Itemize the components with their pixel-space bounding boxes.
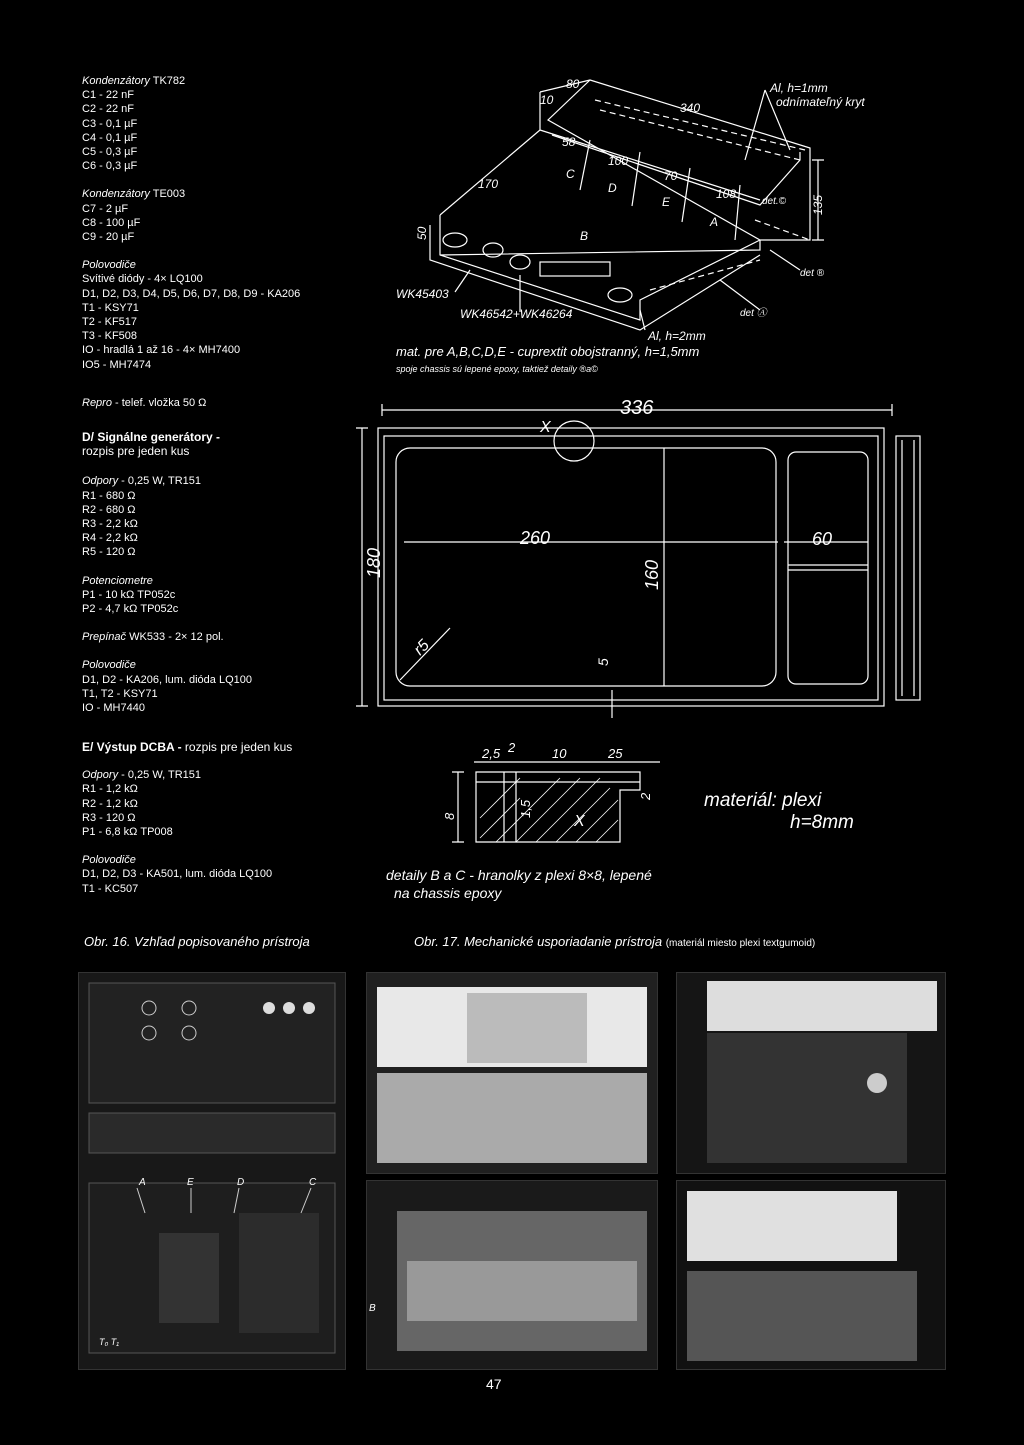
detail-note-2: na chassis epoxy bbox=[394, 885, 502, 901]
list-item: Svítivé diódy - 4× LQ100 bbox=[82, 273, 203, 286]
material-note: mat. pre A,B,C,D,E - cuprextit obojstranný, h=1,5mm bbox=[396, 344, 700, 359]
list-item: C3 - 0,1 µF bbox=[82, 117, 138, 130]
list-item: T1 - KSY71 bbox=[82, 301, 139, 314]
svg-text:180: 180 bbox=[364, 547, 384, 578]
detail-note: detaily B a C - hranolky z plexi 8×8, lepené bbox=[386, 867, 652, 883]
svg-text:8: 8 bbox=[442, 812, 457, 820]
list-item: T3 - KF508 bbox=[82, 330, 138, 343]
photo-sketch bbox=[79, 973, 345, 1369]
repro-line: Repro - telef. vložka 50 Ω bbox=[82, 397, 207, 409]
svg-text:336: 336 bbox=[620, 397, 654, 419]
svg-text:260: 260 bbox=[520, 528, 551, 548]
list-item: P1 - 10 kΩ TP052c bbox=[82, 588, 176, 601]
list-item: P2 - 4,7 kΩ TP052c bbox=[82, 603, 179, 616]
section-e: E/ Výstup DCBA - rozpis pre jeden kus Odpory - 0,25 W, TR151 R1 - 1,2 kΩ R2 - 1,2 kΩ R3 - 120 Ω P1 - 6,8 kΩ TP008 Polovodiče D1, D2, D3 - KA501, lum. dióda LQ100 T1 - KC507 bbox=[82, 740, 293, 895]
section-d-title: D/ Signálne generátory - bbox=[82, 430, 221, 444]
photo-device-open bbox=[676, 1180, 946, 1370]
svg-text:25: 25 bbox=[608, 746, 623, 761]
list-item: R3 - 120 Ω bbox=[82, 811, 136, 824]
svg-text:135: 135 bbox=[811, 194, 825, 215]
svg-text:80: 80 bbox=[566, 77, 580, 91]
list-item: T1 - KC507 bbox=[82, 882, 139, 895]
svg-text:1,5: 1,5 bbox=[518, 799, 533, 818]
svg-text:WK46542+WK46264: WK46542+WK46264 bbox=[460, 307, 573, 321]
svg-text:2: 2 bbox=[638, 792, 653, 800]
photo-device-front bbox=[366, 972, 658, 1174]
list-item: IO - MH7440 bbox=[82, 702, 145, 715]
list-item: C1 - 22 nF bbox=[82, 89, 134, 102]
svg-text:T₀ T₁: T₀ T₁ bbox=[99, 1337, 120, 1347]
list-item: R3 - 2,2 kΩ bbox=[82, 518, 138, 531]
svg-text:60: 60 bbox=[812, 529, 833, 549]
svg-text:2: 2 bbox=[508, 740, 516, 755]
svg-text:D: D bbox=[237, 1177, 245, 1188]
svg-text:70: 70 bbox=[664, 169, 678, 183]
list-item: C7 - 2 µF bbox=[82, 202, 129, 215]
semi-heading: Polovodiče bbox=[82, 259, 136, 272]
top-view bbox=[356, 404, 920, 718]
material-label: materiál: plexi bbox=[704, 790, 822, 811]
list-item: IO - hradlá 1 až 16 - 4× MH7400 bbox=[82, 344, 241, 357]
svg-text:340: 340 bbox=[680, 101, 701, 115]
cond2-heading: Kondenzátory bbox=[82, 188, 150, 201]
svg-text:160: 160 bbox=[642, 559, 662, 590]
svg-text:10: 10 bbox=[540, 93, 554, 107]
photo-device-angled bbox=[676, 972, 946, 1174]
svg-text:Al, h=2mm: Al, h=2mm bbox=[648, 329, 706, 343]
page-number: 47 bbox=[486, 1376, 502, 1392]
svg-text:10: 10 bbox=[552, 746, 567, 761]
svg-text:odnímateľný kryt: odnímateľný kryt bbox=[776, 95, 865, 109]
svg-text:58: 58 bbox=[562, 135, 576, 149]
svg-text:2,5: 2,5 bbox=[482, 746, 501, 761]
svg-text:WK45403: WK45403 bbox=[396, 287, 449, 301]
list-item: C9 - 20 µF bbox=[82, 231, 135, 244]
svg-text:5: 5 bbox=[595, 658, 611, 666]
epoxy-note: spoje chassis sú lepené epoxy, taktiež detaily ®a© bbox=[396, 364, 598, 374]
section-e-title: E/ Výstup DCBA - bbox=[82, 740, 182, 754]
svg-text:B: B bbox=[580, 229, 589, 243]
list-item: T2 - KF517 bbox=[82, 316, 138, 329]
hatch bbox=[480, 778, 618, 842]
svg-text:D: D bbox=[608, 181, 617, 195]
cond1-heading: Kondenzátory bbox=[82, 75, 150, 87]
list-item: D1, D2 - KA206, lum. dióda LQ100 bbox=[82, 673, 252, 686]
svg-text:B: B bbox=[369, 1303, 376, 1314]
svg-text:A: A bbox=[710, 215, 719, 229]
svg-text:A: A bbox=[139, 1177, 146, 1188]
list-item: D1, D2, D3, D4, D5, D6, D7, D8, D9 - KA206 bbox=[82, 287, 301, 300]
parts-list-1: Kondenzátory TK782 C1 - 22 nF C2 - 22 nF C3 - 0,1 µF C4 - 0,1 µF C5 - 0,3 µF C6 - 0,3 µF Kondenzátory TE003 C7 - 2 µF C8 - 100 µF C9 - 20 µF Polovodiče Svítivé diódy - 4× LQ100 D1, D2, D3, D4, D5, D6, D7, D8, D9 - KA206 T1 - KSY71 T2 - KF517 T3 - KF508 IO - hradlá 1 až 16 - 4× MH7400 IO5 - MH7474 bbox=[82, 75, 301, 371]
photo-boards bbox=[366, 1180, 658, 1370]
list-item: T1, T2 - KSY71 bbox=[82, 687, 158, 700]
svg-text:X: X bbox=[574, 813, 585, 830]
list-item: D1, D2, D3 - KA501, lum. dióda LQ100 bbox=[82, 868, 273, 881]
svg-text:108: 108 bbox=[716, 187, 737, 201]
section-d: D/ Signálne generátory - rozpis pre jeden kus Odpory - 0,25 W, TR151 R1 - 680 Ω R2 - 680 Ω R3 - 2,2 kΩ R4 - 2,2 kΩ R5 - 120 Ω Potenciometre P1 - 10 kΩ TP052c P2 - 4,7 kΩ TP052c Prepínač WK533 - 2× 12 pol. Polovodiče D1, D2 - KA206, lum. dióda LQ100 T1, T2 - KSY71 IO - MH7440 bbox=[82, 430, 252, 715]
list-item: C6 - 0,3 µF bbox=[82, 160, 138, 173]
svg-text:E: E bbox=[662, 195, 671, 209]
list-item: R1 - 1,2 kΩ bbox=[82, 783, 138, 796]
list-item: IO5 - MH7474 bbox=[82, 358, 152, 371]
svg-text:50: 50 bbox=[415, 226, 429, 240]
list-item: C4 - 0,1 µF bbox=[82, 131, 138, 144]
list-item: C8 - 100 µF bbox=[82, 216, 141, 229]
svg-text:Al, h=1mm: Al, h=1mm bbox=[770, 81, 828, 95]
svg-text:E: E bbox=[187, 1177, 194, 1188]
svg-text:C: C bbox=[566, 167, 575, 181]
list-item: R5 - 120 Ω bbox=[82, 546, 136, 559]
list-item: R1 - 680 Ω bbox=[82, 489, 136, 502]
list-item: R2 - 680 Ω bbox=[82, 503, 136, 516]
svg-text:r5: r5 bbox=[410, 636, 433, 659]
material-thickness: h=8mm bbox=[790, 812, 854, 833]
top-view-labels bbox=[364, 397, 832, 666]
svg-text:C: C bbox=[309, 1177, 317, 1188]
svg-text:170: 170 bbox=[478, 177, 499, 191]
list-item: C2 - 22 nF bbox=[82, 103, 134, 116]
photo-device-interior bbox=[78, 972, 346, 1370]
profile-labels bbox=[442, 740, 653, 830]
svg-text:det Ⓐ: det Ⓐ bbox=[740, 308, 767, 319]
svg-text:X: X bbox=[540, 419, 551, 436]
fig16-caption: Obr. 16. Vzhľad popisovaného prístroja bbox=[84, 934, 310, 949]
svg-text:det ®: det ® bbox=[800, 268, 825, 279]
list-item: C5 - 0,3 µF bbox=[82, 146, 138, 159]
list-item: R4 - 2,2 kΩ bbox=[82, 532, 138, 545]
list-item: P1 - 6,8 kΩ TP008 bbox=[82, 826, 173, 839]
svg-text:det.©: det.© bbox=[762, 196, 787, 207]
iso-labels bbox=[396, 77, 865, 343]
fig17-caption: Obr. 17. Mechanické usporiadanie prístroja (materiál miesto plexi textgumoid) bbox=[414, 934, 816, 949]
svg-text:100: 100 bbox=[608, 154, 629, 168]
list-item: R2 - 1,2 kΩ bbox=[82, 797, 138, 810]
